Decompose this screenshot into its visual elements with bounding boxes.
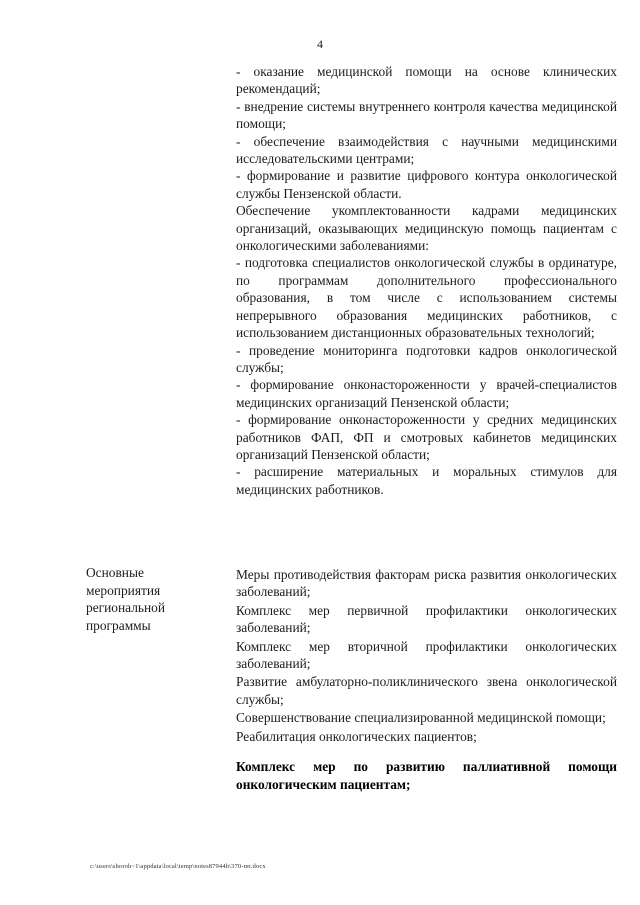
activities-block bbox=[236, 566, 617, 807]
footer-file-path: c:\users\shoroh~1\appdata\local\temp\notes87944b\370-пп.docx bbox=[90, 863, 266, 870]
activity-item: Развитие амбулаторно-поликлинического звена онкологической службы; bbox=[236, 674, 617, 707]
staffing-heading: Обеспечение укомплектованности кадрами медицинских организаций, оказывающих медицинскую помощь пациентам с онкологическими заболеваниями: bbox=[236, 203, 617, 254]
activity-item: Комплекс мер первичной профилактики онкологических заболеваний; bbox=[236, 602, 617, 636]
activity-item: Комплекс мер вторичной профилактики онкологических заболеваний; bbox=[236, 638, 617, 672]
measure-item: - расширение материальных и моральных стимулов для медицинских работников. bbox=[236, 464, 617, 497]
measures-block bbox=[236, 63, 617, 498]
section-label: Основные мероприятия региональной программы bbox=[86, 565, 166, 633]
measure-item: - проведение мониторинга подготовки кадров онкологической службы; bbox=[236, 342, 617, 375]
activity-item: Совершенствование специализированной медицинской помощи; bbox=[236, 710, 606, 726]
activity-item: Меры противодействия факторам риска развития онкологических заболеваний; bbox=[236, 567, 617, 600]
measure-item: - обеспечение взаимодействия с научными медицинскими исследовательскими центрами; bbox=[236, 133, 617, 167]
measure-item: - формирование онконастороженности у средних медицинских работников ФАП, ФП и смотровых кабинетов медицинских организаций Пензенской области; bbox=[236, 412, 617, 462]
measure-item: - оказание медицинской помощи на основе клинических рекомендаций; bbox=[236, 64, 617, 97]
activity-item: Реабилитация онкологических пациентов; bbox=[236, 728, 477, 744]
measure-item: - формирование и развитие цифрового контура онкологической службы Пензенской области. bbox=[236, 168, 617, 201]
activity-item-bold: Комплекс мер по развитию паллиативной помощи онкологическим пациентам; bbox=[236, 759, 617, 792]
measure-item: - внедрение системы внутреннего контроля качества медицинской помощи; bbox=[236, 98, 617, 132]
page-number: 4 bbox=[317, 37, 323, 51]
measure-item: - формирование онконастороженности у врачей-специалистов медицинских организаций Пензенской области; bbox=[236, 377, 617, 410]
measure-item: - подготовка специалистов онкологической службы в ординатуре, по программам дополнительного профессионального образования, в том числе с использованием системы непрерывного образования медицинских работников, с использованием дистанционных образовательных технологий; bbox=[236, 255, 617, 341]
